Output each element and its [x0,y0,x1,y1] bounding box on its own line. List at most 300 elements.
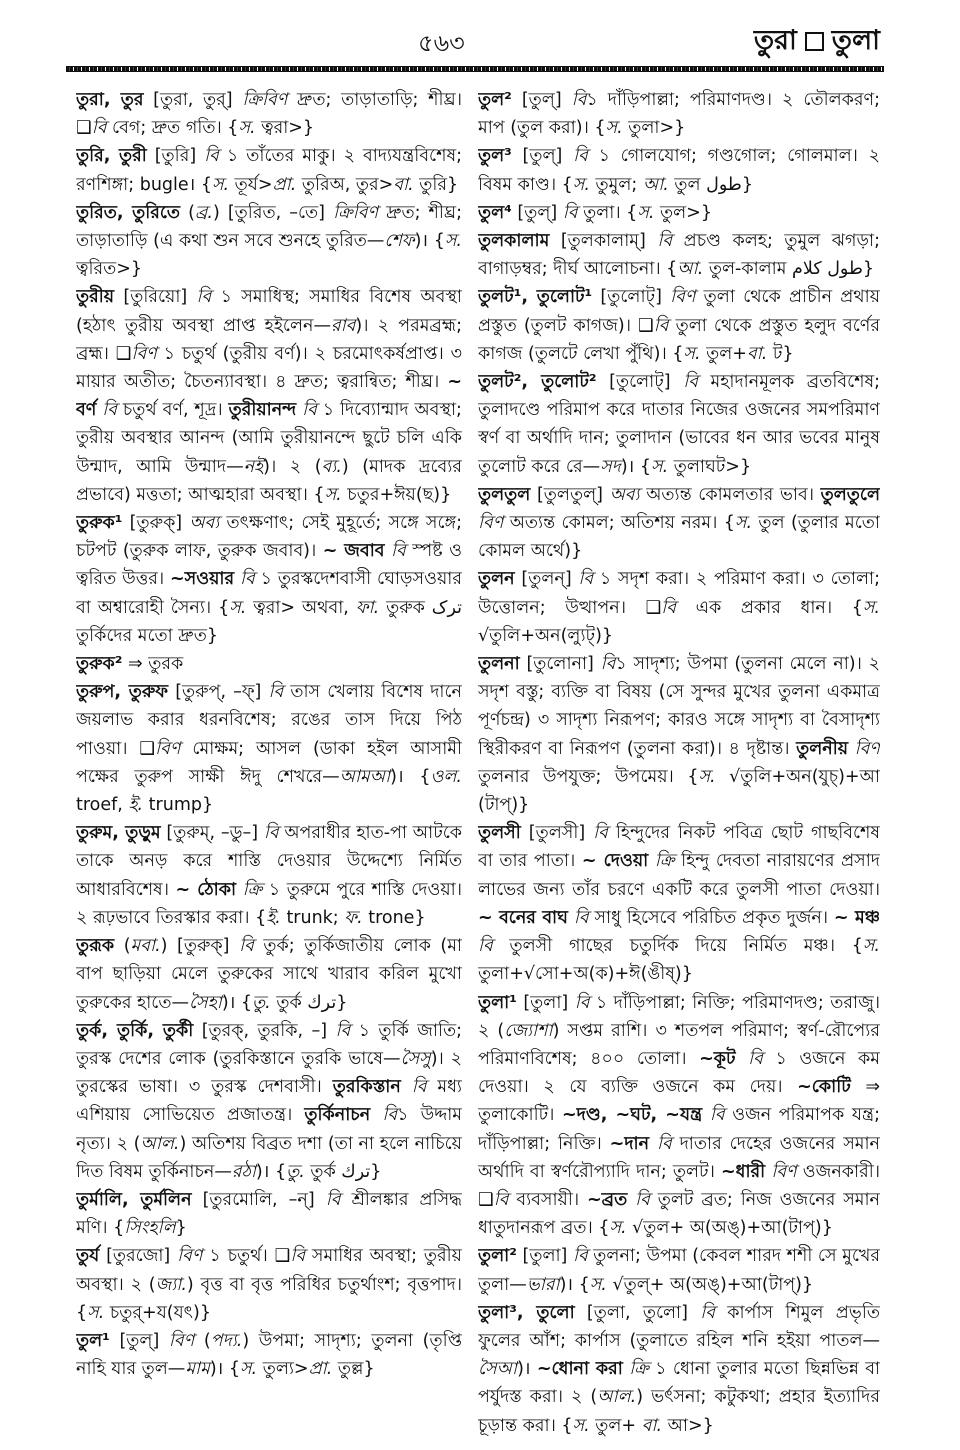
grammar-label: বিণ [177,1246,203,1267]
headword: তুরকিস্তান [332,1077,401,1098]
dictionary-entry [76,86,462,142]
entry-text: ট} [767,343,794,364]
grammar-label: বি [562,202,578,223]
headword: ~ধারী [720,1161,766,1182]
dictionary-entry [478,565,880,650]
entry-text: অত্যন্ত কোমলতার ভাব। [639,484,821,505]
headword: তুরা, তুর [76,90,144,110]
entry-text: কার্পাস শিমুল প্রভৃতি ফুলের আঁশ; কার্পাস (তুলাতে রহিল শনি হইয়া পাতল— [478,1302,880,1351]
grammar-label: ওল. [430,766,462,787]
entry-text: মহাদানমূলক ব্রতবিশেষ; তুলাদণ্ডে পরিমাপ করে দাতার নিজের ওজনের সমপরিমাণ স্বর্ণ বা অর্থাদি দান; তুলাদান (ভাবের ধন আর ভবের মানুষ তুলোট করে রে— [478,372,880,477]
headword: তুলা³, তুলো [478,1302,575,1323]
entry-text: তুল طول} [668,174,753,195]
headword: ~সওয়ার [170,569,235,590]
grammar-label: সৈসু [400,1048,431,1069]
entry-text: [তুরক্, তুরকি, –] [193,1020,336,1041]
entry-text: )। { [209,1359,240,1380]
entry-text: ১ সমাধিস্থ; সমাধির বিশেষ অবস্থা (হঠাৎ তুরীয় অবস্থা প্রাপ্ত হইলেন— [76,287,462,336]
entry-text: ( [194,1330,211,1351]
entry-text: দ্রুত; তাড়াতাড়ি; শীঘ্র। ❑ [76,90,462,139]
grammar-label: প্রা. [272,174,297,195]
headword: তুলসী [478,823,521,844]
entry-text: ব্যবসায়ী। [508,1189,587,1210]
entry-text: [তুরি] [146,146,205,167]
grammar-label: ক্রি [629,1359,649,1380]
entry-text: তুল (তুলার মতো কোমল অর্থে)} [478,513,880,562]
grammar-label: বি [102,400,117,421]
grammar-label: বিণ [854,738,880,759]
grammar-label: বি [572,1246,588,1267]
grammar-label: বিণ [168,1330,195,1351]
dictionary-entry [76,1327,462,1383]
entry-text: ওজনকারী। ❑ [478,1161,880,1210]
grammar-label: বি [683,372,698,393]
grammar-label: বি [478,936,493,957]
dictionary-entry [478,989,880,1243]
grammar-label: আল. [597,1387,637,1408]
grammar-label: বিণ [670,287,696,308]
entry-text: ১ দিব্যোন্মাদ অবস্থা; তুরীয় অবস্থার আনন্দ (আমি তুরীয়ানন্দে ছুটে চলি একি উন্মাদ, আমি উন্মাদ— [76,400,462,477]
entry-text [370,1105,382,1125]
right-column [478,86,880,1442]
entry-text: দাতার দেহের ওজনের সমান অর্থাদি বা স্বর্ণরৌপ্যাদি দান; তুলট। [478,1133,880,1182]
entry-text: তুর্ক ترك} [304,1161,382,1182]
entry-text [848,739,855,759]
box-icon [805,32,824,51]
entry-text: ⇒ তুরক [122,654,184,675]
entry-text: ) ভর্ৎসনা; কটুকথা; প্রহার ইত্যাদির চূড়ান্ত করা। { [478,1387,880,1436]
entry-text: বেগ; দ্রুত গতি। { [106,118,239,139]
grammar-label: ব্র. [194,202,213,223]
entry-text: )। { [390,766,431,787]
grammar-label: স. [240,1359,258,1380]
entry-text: [তুরজো] [99,1246,178,1267]
entry-text: )। { [414,231,445,252]
entry-text: trone} [362,907,426,928]
grammar-label: সিংহলি [124,1218,176,1239]
grammar-label: বি [748,1048,763,1069]
headword: তুল¹ [76,1330,110,1351]
grammar-label: বি [335,1020,351,1041]
grammar-label: বি [290,1246,306,1267]
entry-text [648,851,655,871]
entry-text: তুল+ [700,343,747,364]
entry-text: তুলা। { [577,202,638,223]
entry-text: ( [180,202,195,223]
entry-text: )। ২ ( [263,456,322,477]
entry-text: তুলনা; উপমা (কেবল শারদ শশী সে মুখের তুলা— [478,1246,880,1295]
entry-text: √তুলি+অন(ল্যুট্)} [478,625,614,646]
dictionary-entry [478,86,880,142]
dictionary-entry [478,1242,880,1298]
grammar-label: বি [578,569,594,590]
headword: তুলতুল [478,484,531,505]
grammar-label: রাব [330,315,356,336]
headword: তুরুপ, তুরুফ [76,682,169,703]
entry-text: ত্বরা> অথবা, [246,597,356,618]
entry-text: তুলা>} [622,118,686,139]
grammar-label: ফা. [355,597,380,618]
grammar-label: ক্রি [242,879,263,900]
entry-text: চতুর+ঈয়(ছ)} [341,484,452,505]
entry-text: ) (মাদক দ্রব্যের প্রভাবে) মত্ততা; আত্মহারা অবস্থা। { [76,456,462,505]
grammar-label: স. [87,1302,105,1323]
headword: তুল² [478,90,512,110]
entry-text: অত্যন্ত কোমল; অতিশয় নরম। { [503,513,735,534]
entry-text: [তুরুপ্, –ফ্] [168,682,269,703]
entry-text: প্রচণ্ড কলহ; তুমুল ঝগড়া; বাগাড়ম্বর; দীর্ঘ আলোচনা। { [478,231,880,280]
entry-text: ১ তুর্কি জাতি; তুরস্ক দেশের লোক (তুরকিস্তানে তুরকি ভাষে— [76,1020,462,1069]
entry-text: আ>} [662,1415,714,1436]
entry-text: তুল+ [589,1415,642,1436]
headword: তুলতুলে [820,484,880,505]
grammar-label: বি [91,118,107,139]
dictionary-entry [478,227,880,283]
grammar-label: ফ. [344,907,363,928]
grammar-label: স. [444,231,462,252]
entry-text: [তুলোট্] [592,287,671,308]
grammar-label: বিণ [131,343,157,364]
headword: ~দণ্ড, ~ঘট, ~যন্ত্র [562,1105,703,1126]
entry-text [736,1049,749,1069]
headword: তুলট², তুলোট² [478,372,597,393]
dictionary-entry [478,142,880,198]
grammar-label: আমআ [339,766,391,787]
entry-text: [তুলকালাম্] [549,231,658,252]
entry-text: [তুলা] [516,1246,573,1267]
dictionary-entry [478,819,880,988]
dictionary-entry [76,283,462,509]
entry-text: তাস খেলায় বিশেষ দানে জয়লাভ করার ধরনবিশেষ; রঙের তাস দিয়ে পিঠ পাওয়া। ❑ [76,682,462,759]
headword: তুরীয়ানন্দ [228,400,297,421]
entry-text [649,1134,657,1154]
entry-text: চতুর্+য(যৎ)} [104,1302,211,1323]
entry-text: √তুল্+ অ(অঙ্)+আ(টাপ্)} [606,1274,814,1295]
entry-text: )। [517,1359,537,1380]
entry-text: ) উপমা; সাদৃশ্য; তুলনা (তৃপ্তি নাহি যার তুল— [76,1330,462,1380]
entry-text: )। { [559,1274,590,1295]
grammar-label: বি [656,1133,672,1154]
grammar-label: বিণ [155,738,181,759]
entry-text: ত্বরিত>} [76,259,143,280]
entry-text: [তুলন্] [514,569,579,590]
header-rule [66,66,884,72]
grammar-label: পদ্য. [210,1330,243,1351]
grammar-label: বি [573,146,588,167]
grammar-label: বি [653,315,669,336]
entry-text: [তুরমোলি, –ন্] [191,1189,326,1210]
entry-text: তুলা থেকে প্রস্তুত হলুদ বর্ণের কাগজ (তুলটে লেখা পুঁথি)। { [478,315,880,364]
entry-text: √তুলি+অন(যুচ্)+আ (টাপ্)} [478,766,880,816]
grammar-label: বি [268,682,284,703]
grammar-label: তু. [252,992,271,1013]
dictionary-entry [76,650,462,678]
grammar-label: বি [196,287,212,308]
entry-text: [তুল্] [511,146,574,167]
entry-text: ১ তুরুমে পুরে শাস্তি দেওয়া। ২ রূঢ়ভাবে তিরস্কার করা। { [76,879,462,928]
entry-text: হিন্দু দেবতা নারায়ণের প্রসাদ লাভের জন্য তাঁর চরণে একটি করে তুলসী পাতা দেওয়া। [478,851,880,900]
guide-word-first: তুরা [753,25,797,56]
entry-text: )। { [620,456,652,477]
headword: তুরি, তুরী [76,146,147,167]
headword: তুরুক¹ [76,513,123,534]
grammar-label: বি [382,1105,398,1126]
entry-text: তুলনার উপযুক্ত; উপমেয়। { [478,766,699,787]
grammar-label: স. [605,118,623,139]
entry-text: তুল্ল} [332,1359,375,1380]
grammar-label: তু. [286,1161,305,1182]
entry-text: trunk; [280,907,345,928]
entry-text: trump} [143,795,214,816]
entry-text: ) সপ্তম রাশি। ৩ শতপল পরিমাণ; স্বর্ণ-রৌপ্যের পরিমাণবিশেষ; ৪০০ তোলা। [478,1020,880,1069]
entry-text: } [175,1218,187,1239]
headword: তুরিত, তুরিতে [76,202,181,223]
entry-text: ( [114,936,131,957]
grammar-label: বি [302,400,317,421]
grammar-label: বি [204,146,219,167]
headword: তুলা² [478,1246,517,1267]
headword: তুরীয় [76,287,115,308]
grammar-label: বা. [641,1415,663,1436]
entry-text: অপরাধীর হাত-পা আটকে তাকে অনড় করে শাস্তি দেওয়ার উদ্দেশ্যে নির্মিত আধারবিশেষ। [76,823,462,900]
headword: তুর্মালি, তুর্মলিন [76,1189,192,1210]
headword: ~দান [609,1133,650,1154]
grammar-label: স. [651,456,669,477]
grammar-label: ক্রিবিণ [333,202,379,223]
headword: তুলন [478,569,515,590]
entry-text: ১ দাঁড়িপাল্লা; নিক্তি; পরিমাণদণ্ড; তরাজু। ২ ( [478,992,880,1041]
entry-text: ১ সাদৃশ্য; উপমা (তুলনা মেলে না)। ২ সদৃশ বস্তু; ব্যক্তি বা বিষয় (সে সুন্দর মুখের তুলনা একমাত্র পূর্ণচন্দ্র) ৩ সাদৃশ্য নিরূপণ; কারও সঙ্গে সাদৃশ্য বা বৈসাদৃশ্য স্থিরীকরণ বা নিরূপণ (তুলনা করা)। ৪ দৃষ্টান্ত। [478,654,880,759]
grammar-label: ই. [266,907,281,928]
headword: ~ বনের বাঘ [478,907,568,928]
entry-text: ১ উদ্দাম নৃত্য। ২ ( [76,1105,462,1154]
dictionary-entry [478,1299,880,1440]
grammar-label: স. [734,513,753,534]
guide-word-last: তুলা [831,25,880,56]
headword: তুল⁴ [478,202,512,223]
entry-text: ১ তাঁতের মাকু। ২ বাদ্যযন্ত্রবিশেষ; রণশিঙ্গা; bugle। { [76,146,462,195]
grammar-label: বি [493,1189,509,1210]
headword: ~ দেওয়া [581,851,649,872]
grammar-label: বি [573,907,589,928]
entry-text: তুলসী গাছের চতুর্দিক দিয়ে নির্মিত মঞ্চ। { [492,936,863,957]
grammar-label: নই [243,456,264,477]
grammar-label: স. [324,484,342,505]
grammar-label: বা. [393,174,414,195]
grammar-label: প্রা. [308,1359,333,1380]
headword: তুল³ [478,146,512,167]
entry-text: ) [তুরুক্] [160,936,240,957]
entry-text: )। { [221,992,253,1013]
entry-text [702,1105,710,1125]
dictionary-entry [76,1017,462,1186]
entry-text: ১ চতুর্থ। ❑ [202,1246,291,1267]
grammar-label: বি [635,1189,650,1210]
page-number: ৫৬৩ [418,29,465,57]
grammar-label: স. [862,936,880,957]
entry-text: তুলা+√সো+অ(ক)+ঈ(ঙীষ্)} [478,964,693,985]
grammar-label: আ. [642,174,669,195]
grammar-label: স. [637,202,655,223]
dictionary-entry [76,509,462,650]
grammar-label: বি [700,1302,715,1323]
entry-text: ১ সদৃশ করা। ২ পরিমাণ করা। ৩ তোলা; উত্তোলন; উত্থাপন। ❑ [478,569,880,618]
dictionary-entry [478,481,880,566]
dictionary-entry [76,819,462,932]
grammar-label: ই. [128,795,144,816]
grammar-label: বি [571,90,587,110]
headword: তুলনীয় [796,738,849,759]
grammar-label: রঠা [231,1161,256,1182]
entry-text: ১ চতুর্থ (তুরীয় বর্ণ)। ২ চরমোৎকর্ষপ্রাপ্ত। ৩ মায়ার অতীত; চৈতন্যাবস্থা। ৪ দ্রুত; ত্বরান্বিত; শীঘ্র। [76,343,462,393]
grammar-label: ক্রি [654,851,675,872]
grammar-label: অব্য [609,484,640,505]
entry-text: চতুর্থ বর্ণ, শূদ্র। [116,400,229,421]
grammar-label: বিণ [478,513,504,534]
headword: তুর্কিনাচন [304,1105,371,1126]
headword: ~কোটি [797,1077,851,1098]
grammar-label: বি [325,1189,341,1210]
entry-text: তুল>} [654,202,712,223]
dictionary-entry [478,283,880,368]
grammar-label: বি [661,597,677,618]
entry-text: [তুলসী] [520,823,594,844]
entry-text: [তুল্] [511,90,572,110]
entry-text: হিন্দুদের নিকট পবিত্র ছোট গাছবিশেষ বা তার পাতা। [478,823,880,872]
grammar-label: বি [593,823,608,844]
headword: তুলা¹ [478,992,517,1013]
entry-text: ১ দাঁড়িপাল্লা; পরিমাণদণ্ড। ২ তৌলকরণ; মাপ (তুল করা)। { [478,90,880,139]
entry-text: তুলা থেকে প্রাচীন প্রথায় প্রস্তুত (তুলট কাগজ)। ❑ [478,287,880,336]
grammar-label: স. [572,174,590,195]
grammar-label: বি [390,541,406,562]
dictionary-entry [76,199,462,284]
headword: তুর্য [76,1246,100,1267]
headword: তুলকালাম [478,231,550,252]
headword: তুরুম, তুড়ুম [76,823,161,844]
entry-text: [তুরুম্, –ডু–] [160,823,264,844]
grammar-label: বি [263,823,279,844]
entry-text: সমাধির অবস্থা; তুরীয় অবস্থা। ২ ( [76,1246,462,1295]
entry-text: troef, [76,795,129,816]
headword: তুরুক² [76,654,123,675]
entry-text: [তুল্] [511,202,563,223]
entry-text: √তুল+ অ(অঙ্)+আ(টাপ্)} [626,1218,833,1239]
grammar-label: স. [862,597,880,618]
headword: ~ জবাব [322,541,385,562]
entry-text: ) বৃত্ত বা বৃত্ত পরিধির চতুর্থাংশ; বৃত্তপাদ। { [76,1274,462,1323]
dictionary-entry [76,678,462,819]
entry-text: তুমুল; [589,174,643,195]
dictionary-entry [76,932,462,1017]
grammar-label: বি [411,1077,427,1098]
entry-text: সাধু হিসেবে পরিচিত প্রকৃত দুর্জন। [588,907,834,928]
entry-text: এক প্রকার ধান। { [676,597,863,618]
entry-text: তুরি} [413,174,459,195]
grammar-label: আ. [677,259,704,280]
entry-text: ১ ওজনে কম দেওয়া। ২ যে ব্যক্তি ওজনে কম দেয়। [478,1048,880,1098]
entry-text: তূর্য> [229,174,273,195]
headword: তুলনা [478,654,520,675]
entry-text: শ্রীলঙ্কার প্রসিদ্ধ মণি। { [76,1189,462,1239]
entry-text [401,1077,412,1097]
entry-text: ) অতিশয় বিব্রত দশা (তা না হলে নাচিয়ে দিত বিষম তুর্কিনাচন— [76,1133,462,1182]
headword: ~ব্রত [586,1189,628,1210]
grammar-label: বি [240,569,255,590]
grammar-label: সদ [600,456,621,477]
entry-text: [তুরা, তুর্] [143,90,243,110]
entry-text: তুলাঘট>} [668,456,752,477]
entry-text: তুলট ব্রত; নিজ ওজনের সমান ধাতুদানরূপ ব্রত। { [478,1189,880,1239]
entry-text: [তুল্] [109,1330,169,1351]
grammar-label: বিণ [771,1161,797,1182]
dictionary-entry [76,142,462,198]
grammar-label: স. [211,174,230,195]
entry-text: দ্রুত; শীঘ্র; তাড়াতাড়ি (এ কথা শুন সবে শুনহে তুরিত— [76,202,462,252]
entry-text: তুরুক ترک তুর্কিদের মতো দ্রুত} [76,597,462,646]
grammar-label: সৈহা [188,992,222,1013]
entry-text: তুর্ক; তুর্কিজাতীয় লোক (মা বাপ ছাড়িয়া মেলে তুরুকের সাথে খারাব করিল মুখো তুরুকের হাতে— [76,936,462,1013]
dictionary-entry [76,1242,462,1327]
dictionary-entry [76,1186,462,1242]
entry-text: [তুলা] [516,992,575,1013]
entry-text: )। ২ তুরস্কের ভাষা। ৩ তুরস্ক দেশবাসী। [76,1048,462,1098]
grammar-label: বি [657,231,673,252]
grammar-label: বি [239,936,254,957]
headword: ~ধোনা করা [536,1359,623,1380]
grammar-label: সৈআ [478,1359,518,1380]
grammar-label: বি [709,1105,725,1126]
entry-text: মধ্য এশিয়ায় সোভিয়েত প্রজাতন্ত্র। [76,1077,462,1126]
grammar-label: স. [683,343,701,364]
grammar-label: ভারা [526,1274,560,1295]
entry-text: [তুরুক্] [122,513,190,534]
entry-text: তুর্ক ترك} [270,992,348,1013]
entry-text: [তুলোনা] [519,654,601,675]
dictionary-entry [478,199,880,227]
entry-text: ১ ধোনা তুলার মতো ছিন্নভিন্ন বা পর্যুদস্ত করা। ২ ( [478,1359,880,1408]
entry-text: )। { [255,1161,287,1182]
grammar-label: শেফ [384,231,415,252]
grammar-label: স. [589,1274,607,1295]
entry-text: ) [তুরিত, –তে] [212,202,334,223]
entry-text: [তুরিয়ো] [114,287,197,308]
entry-text: ত্বরা>} [255,118,315,139]
grammar-label: স. [238,118,256,139]
entry-text: স্পষ্ট ও ত্বরিত উত্তর। [76,541,462,590]
entry-text: )। ২ পরমব্রহ্ম; ব্রহ্ম। ❑ [76,315,462,364]
guide-words [754,24,880,58]
headword: তুলট¹, তুলোট¹ [478,287,593,308]
entry-text: মোক্ষম; আসল (ডাকা হইল আসামী পক্ষের তুরুপ সাক্ষী ঈদু শেখরে— [76,738,462,787]
entry-text: [তুলতুল্] [530,484,610,505]
left-column [76,86,462,1442]
entry-text: তুল-কালাম طول كلام} [703,259,875,280]
entry-text: ১ তুরস্কদেশবাসী ঘোড়সওয়ার বা অশ্বারোহী সৈন্য। { [76,569,462,618]
grammar-label: ক্রিবিণ [242,90,288,110]
headword: ~ মঞ্চ [833,907,880,928]
headword: ~কূট [699,1048,736,1069]
headword: তুর্ক, তুর্কি, তুর্কী [76,1020,194,1041]
entry-text: তুরিঅ, তুর> [296,174,394,195]
headword: তুরূক [76,936,115,957]
entry-text: [তুলোট্] [596,372,684,393]
grammar-label: বি [574,992,590,1013]
entry-text: ⇒ তুলাকোটি। [478,1077,880,1126]
entry-text: [তুলা, তুলো] [574,1302,701,1323]
headword: ~ ঠোকা [175,879,237,900]
grammar-label: স. [572,1415,590,1436]
